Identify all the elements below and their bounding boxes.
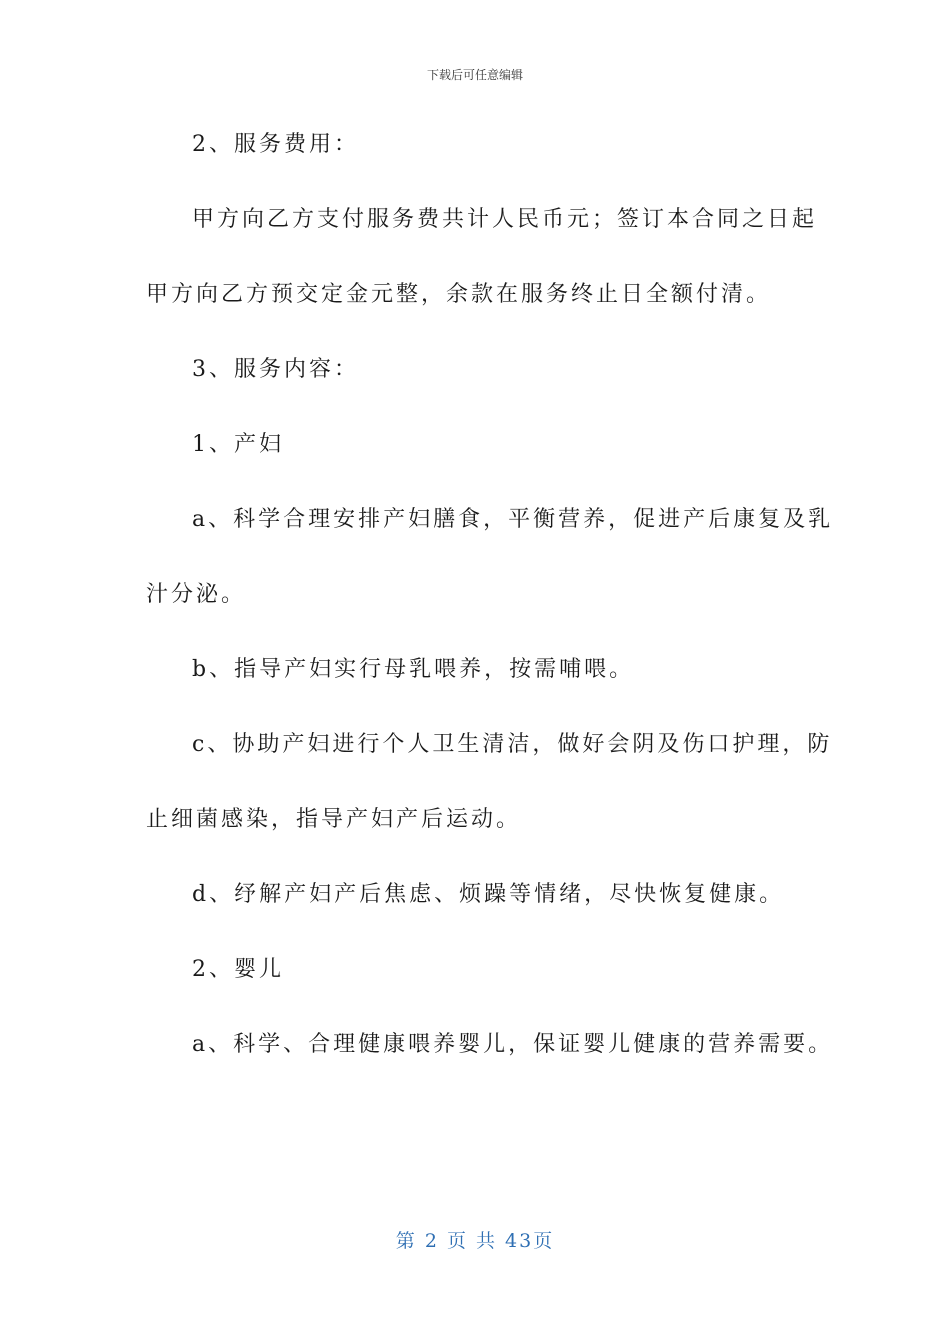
- subsection-mother-heading: 1、产妇: [192, 432, 284, 457]
- paragraph-line: 甲方向乙方支付服务费共计人民币元；签订本合同之日起: [192, 207, 818, 232]
- paragraph-line: a、科学合理安排产妇膳食，平衡营养，促进产后康复及乳: [192, 507, 834, 532]
- paragraph-line: 止细菌感染，指导产妇产后运动。: [146, 807, 522, 832]
- paragraph-line: b、指导产妇实行母乳喂养，按需哺喂。: [192, 657, 635, 682]
- page-number: 第 2 页 共 43页: [395, 1230, 555, 1252]
- subsection-infant-heading: 2、婴儿: [192, 957, 284, 982]
- paragraph-line: d、纾解产妇产后焦虑、烦躁等情绪，尽快恢复健康。: [192, 882, 785, 907]
- paragraph-line: c、协助产妇进行个人卫生清洁，做好会阴及伤口护理，防: [192, 732, 833, 757]
- section-service-fee-heading: 2、服务费用：: [192, 132, 359, 157]
- header-note: 下载后可任意编辑: [426, 68, 523, 82]
- section-service-content-heading: 3、服务内容：: [192, 357, 359, 382]
- paragraph-line: 汁分泌。: [146, 582, 247, 607]
- paragraph-line: a、科学、合理健康喂养婴儿，保证婴儿健康的营养需要。: [192, 1032, 834, 1057]
- paragraph-line: 甲方向乙方预交定金元整，余款在服务终止日全额付清。: [146, 282, 772, 307]
